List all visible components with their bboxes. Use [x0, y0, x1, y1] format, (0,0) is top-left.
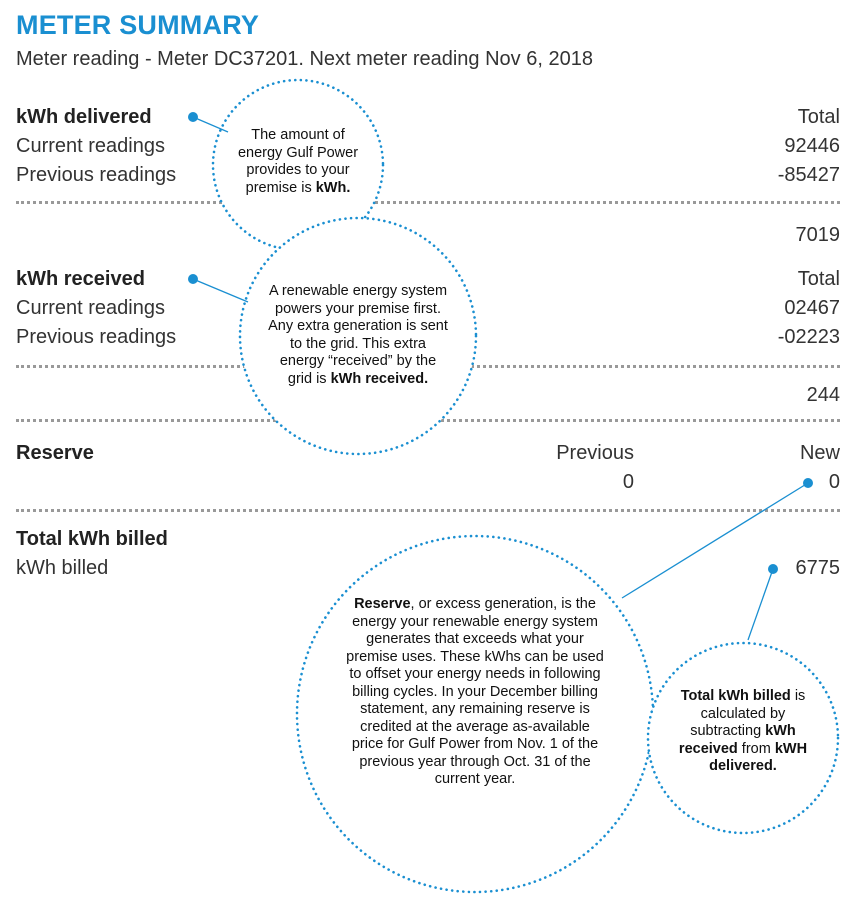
page-subtitle: Meter reading - Meter DC37201. Next meter reading Nov 6, 2018 [16, 48, 593, 70]
reserve-new-value: 0 [828, 471, 840, 493]
received-total-header: Total [797, 268, 840, 290]
reserve-callout-text: Reserve, or excess generation, is the energy your renewable energy system generates that exceeds what your premise uses. These kWhs can be used to offset your energy needs in following billing cycles. In your December billing statement, any remaining reserve is credited at the average as-available price for Gulf Power from Nov. 1 of the previous year through Oct. 31 of the current year. [346, 596, 604, 787]
delivered-previous-value: -85427 [777, 164, 840, 186]
reserve-marker-dot [803, 478, 813, 488]
received-previous-value: -02223 [777, 326, 840, 348]
reserve-previous-header: Previous [556, 442, 634, 464]
received-callout-text: A renewable energy system powers your premise first. Any extra generation is sent to the grid. This extra energy “received” by the grid is kWh received. [268, 283, 448, 387]
billed-label: kWh billed [16, 557, 109, 579]
delivered-marker-dot [188, 112, 198, 122]
billed-marker-dot [768, 564, 778, 574]
delivered-previous-label: Previous readings [16, 164, 177, 186]
delivered-callout-text: The amount of energy Gulf Power provides to your premise is kWh. [237, 127, 359, 196]
received-result: 244 [806, 384, 840, 406]
reserve-heading: Reserve [16, 442, 94, 464]
billed-value: 6775 [795, 557, 840, 579]
received-previous-label: Previous readings [16, 326, 177, 348]
received-current-label: Current readings [16, 297, 165, 319]
page-title: METER SUMMARY [16, 10, 260, 40]
reserve-new-header: New [799, 442, 840, 464]
delivered-heading: kWh delivered [16, 106, 152, 128]
delivered-current-value: 92446 [784, 135, 840, 157]
received-heading: kWh received [16, 268, 145, 290]
billed-callout-text: Total kWh billed is calculated by subtracting kWh received from kWH delivered. [678, 688, 808, 774]
received-connector-line [193, 279, 248, 302]
billed-connector-line [748, 569, 773, 640]
delivered-result: 7019 [795, 224, 840, 246]
received-current-value: 02467 [784, 297, 840, 319]
received-marker-dot [188, 274, 198, 284]
delivered-total-header: Total [797, 106, 840, 128]
reserve-previous-value: 0 [622, 471, 634, 493]
billed-heading: Total kWh billed [16, 528, 168, 550]
reserve-connector-line [622, 483, 808, 598]
delivered-current-label: Current readings [16, 135, 165, 157]
